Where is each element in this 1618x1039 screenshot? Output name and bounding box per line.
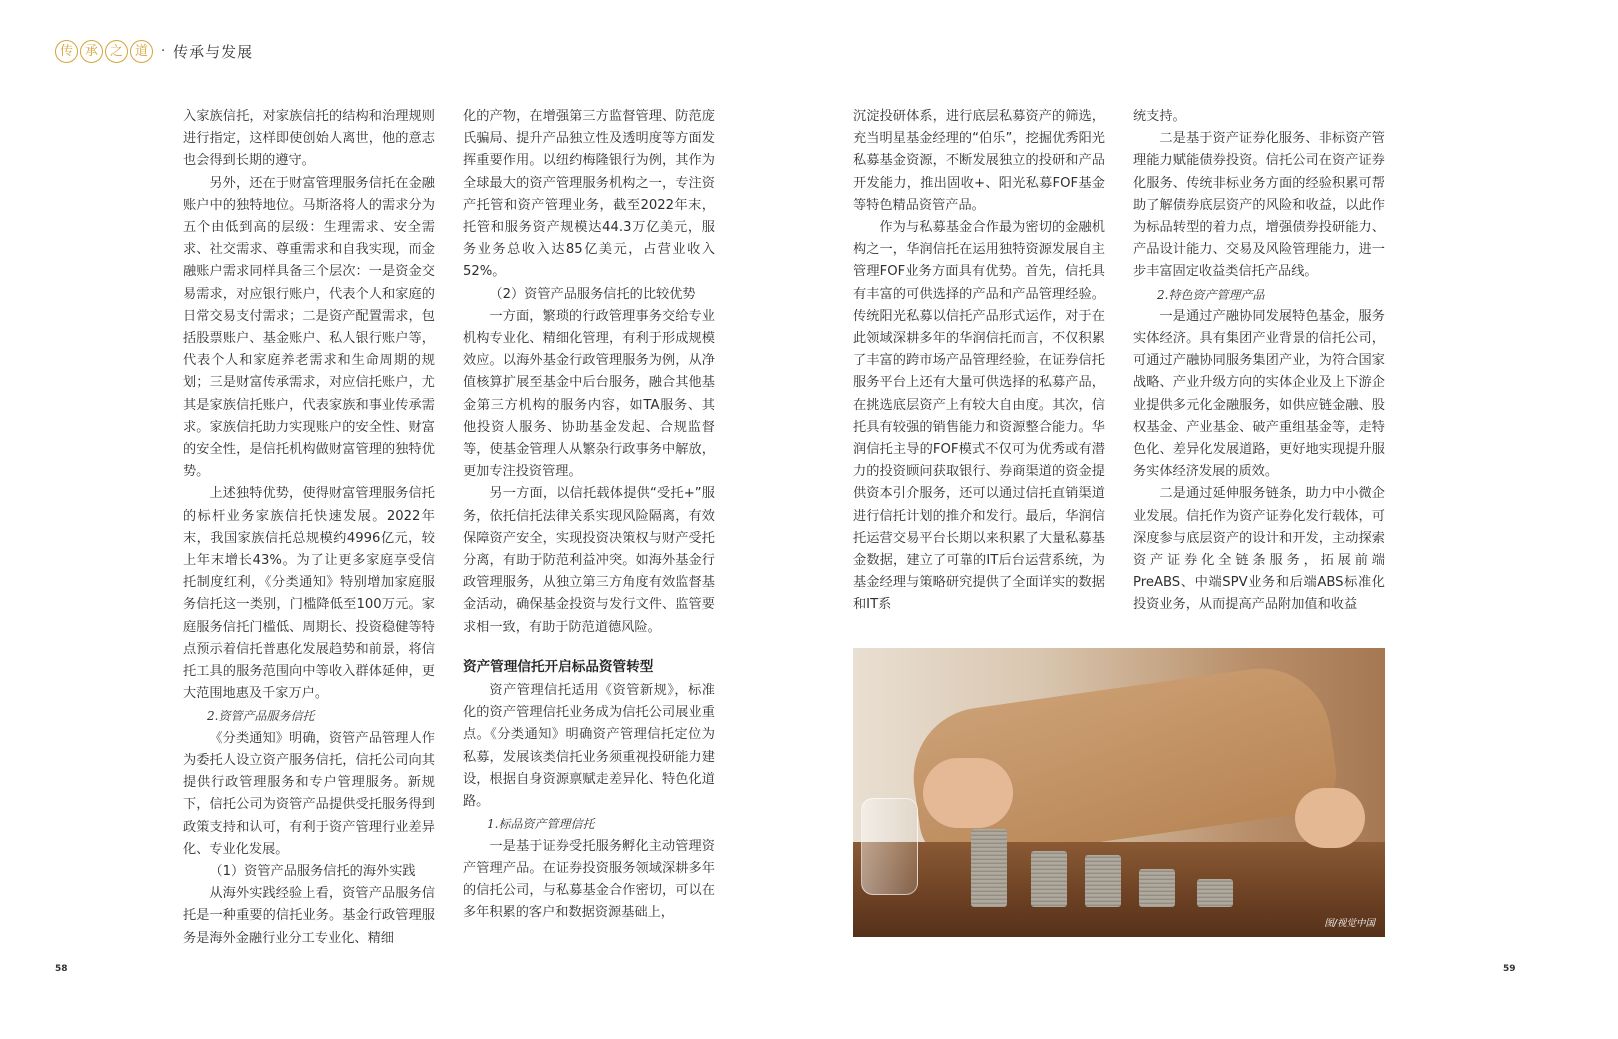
logo-seals [55, 40, 153, 63]
paragraph: （1）资管产品服务信托的海外实践 [209, 863, 416, 879]
paragraph: 二是通过延伸服务链条，助力中小微企业发展。信托作为资产证券化发行载体，可深度参与底层资产的设计和开发，主动探索资产证券化全链条服务，拓展前端PreABS、中端SPV业务和后端ABS标准化投资业务，从而提高产品附加值和收益 [1133, 486, 1385, 613]
coin-stack [1085, 855, 1121, 907]
coin-stacks-photo [853, 648, 1385, 937]
hand-shape-right [1295, 788, 1365, 848]
paragraph: 上述独特优势，使得财富管理服务信托的标杆业务家族信托快速发展。2022年末，我国家族信托总规模约4996亿元，较上年末增长43%。为了让更多家庭享受信托制度红利，《分类通知》特别增加家庭服务信托这一类别，门槛降低至100万元。家庭服务信托门槛低、周期长、投资稳健等特点预示着信托普惠化发展趋势和前景，将信托工具的服务范围向中等收入群体延伸，更大范围地惠及千家万户。 [183, 486, 435, 702]
section-title: 传承与发展 [173, 43, 254, 61]
seal-char: 道 [130, 40, 153, 63]
coin-stack [971, 829, 1007, 907]
paragraph: 沉淀投研体系，进行底层私募资产的筛选，充当明星基金经理的“伯乐”，挖掘优秀阳光私募基金资源，不断发展独立的投研和产品开发能力，推出固收+、阳光私募FOF基金等特色精品资管产品。 [853, 109, 1105, 213]
coin-stack [1031, 851, 1067, 907]
text-column-2 [463, 106, 715, 924]
paragraph: 统支持。 [1133, 109, 1186, 124]
seal-char: 传 [55, 40, 78, 63]
paragraph: （2）资管产品服务信托的比较优势 [489, 286, 696, 302]
seal-char: 之 [105, 40, 128, 63]
header-separator: · [161, 44, 166, 59]
paragraph: 一方面，繁琐的行政管理事务交给专业机构专业化、精细化管理，有利于形成规模效应。以海外基金行政管理服务为例，从净值核算扩展至基金中后台服务，融合其他基金第三方机构的服务内容，如TA服务、其他投资人服务、协助基金发起、合规监督等，使基金管理人从繁杂行政事务中解放，更加专注投资管理。 [463, 308, 715, 480]
subsection-title: 2.特色资产管理产品 [1157, 287, 1265, 302]
paragraph: 《分类通知》明确，资管产品管理人作为委托人设立资产服务信托，信托公司向其提供行政管理服务和专户管理服务。新规下，信托公司为资管产品提供受托服务得到政策支持和认可，有利于资产管理行业差异化、专业化发展。 [183, 730, 435, 857]
section-heading: 资产管理信托开启标品资管转型 [463, 658, 654, 675]
glass-jar-shape [861, 798, 918, 895]
hand-shape [923, 758, 1013, 828]
paragraph: 化的产物，在增强第三方监督管理、防范庞氏骗局、提升产品独立性及透明度等方面发挥重要作用。以纽约梅隆银行为例，其作为全球最大的资产管理服务机构之一，专注资产托管和资产管理业务，截至2022年末，托管和服务资产规模达44.3万亿美元，服务业务总收入达85亿美元，占营业收入52%。 [463, 109, 715, 280]
running-header [55, 40, 253, 63]
paragraph: 一是通过产融协同发展特色基金，服务实体经济。具有集团产业背景的信托公司，可通过产融协同服务集团产业，为符合国家战略、产业升级方向的实体企业及上下游企业提供多元化金融服务，如供应链金融、股权基金、产业基金、破产重组基金等，走特色化、差异化发展道路，更好地实现提升服务实体经济发展的质效。 [1133, 308, 1385, 480]
page-number-right: 59 [1503, 964, 1516, 974]
text-column-3 [853, 106, 1105, 617]
paragraph: 另一方面，以信托载体提供“受托+”服务，依托信托法律关系实现风险隔离，有效保障资产安全，实现投资决策权与财产受托分离，有助于防范利益冲突。如海外基金行政管理服务，从独立第三方角度有效监督基金活动，确保基金投资与发行文件、监管要求相一致，有助于防范道德风险。 [463, 486, 715, 635]
paragraph: 从海外实践经验上看，资管产品服务信托是一种重要的信托业务。基金行政管理服务是海外金融行业分工专业化、精细 [183, 886, 435, 946]
paragraph: 资产管理信托适用《资管新规》，标准化的资产管理信托业务成为信托公司展业重点。《分类通知》明确资产管理信托定位为私募，发展该类信托业务须重视投研能力建设，根据自身资源禀赋走差异化、特色化道路。 [463, 683, 715, 810]
text-column-4 [1133, 106, 1385, 617]
paragraph: 另外，还在于财富管理服务信托在金融账户中的独特地位。马斯洛将人的需求分为五个由低到高的层级：生理需求、安全需求、社交需求、尊重需求和自我实现，而金融账户需求同样具备三个层次：一是资金交易需求，对应银行账户，代表个人和家庭的日常交易支付需求；二是资产配置需求，包括股票账户、基金账户、私人银行账户等，代表个人和家庭养老需求和生命周期的规划；三是财富传承需求，对应信托账户，尤其是家族信托账户，代表家族和事业传承需求。家族信托助力实现账户的安全性、财富的安全性，是信托机构做财富管理的独特优势。 [183, 175, 435, 480]
paragraph: 入家族信托，对家族信托的结构和治理规则进行指定，这样即使创始人离世，他的意志也会得到长期的遵守。 [183, 109, 435, 169]
paragraph: 一是基于证券受托服务孵化主动管理资产管理产品。在证券投资服务领域深耕多年的信托公司，与私募基金合作密切，可以在多年积累的客户和数据资源基础上， [463, 838, 715, 921]
paragraph: 二是基于资产证券化服务、非标资产管理能力赋能债券投资。信托公司在资产证券化服务、传统非标业务方面的经验积累可帮助了解债券底层资产的风险和收益，以此作为标品转型的着力点，增强债券投研能力、产品设计能力、交易及风险管理能力，进一步丰富固定收益类信托产品线。 [1133, 131, 1385, 280]
coin-stack [1139, 869, 1175, 907]
seal-char: 承 [80, 40, 103, 63]
subsection-title: 2.资管产品服务信托 [207, 709, 315, 724]
coin-stack [1197, 879, 1233, 907]
text-column-1 [183, 106, 435, 950]
photo-credit: 图/视觉中国 [1324, 918, 1375, 929]
page-number-left: 58 [55, 964, 68, 974]
paragraph: 作为与私募基金合作最为密切的金融机构之一，华润信托在运用独特资源发展自主管理FOF业务方面具有优势。首先，信托具有丰富的可供选择的产品和产品管理经验。传统阳光私募以信托产品形式运作，对于在此领域深耕多年的华润信托而言，不仅积累了丰富的跨市场产品管理经验，在证券信托服务平台上还有大量可供选择的私募产品，在挑选底层资产上有较大自由度。其次，信托具有较强的销售能力和资源整合能力。华润信托主导的FOF模式不仅可为优秀或有潜力的投资顾问获取银行、券商渠道的资金提供资本引介服务，还可以通过信托直销渠道进行信托计划的推介和发行。最后，华润信托运营交易平台长期以来积累了大量私募基金数据，建立了可靠的IT后台运营系统，为基金经理与策略研究提供了全面详实的数据和IT系 [853, 220, 1105, 613]
subsection-title: 1.标品资产管理信托 [487, 817, 595, 832]
